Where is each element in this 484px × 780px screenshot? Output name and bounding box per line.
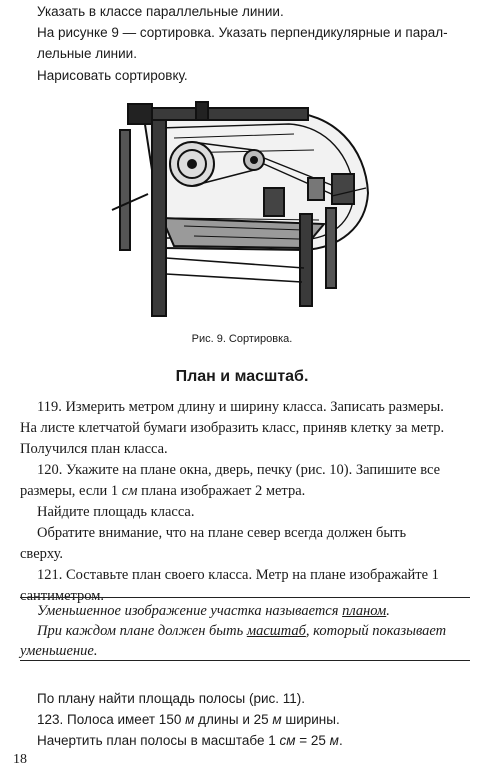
unit-text: м	[272, 712, 282, 727]
section-title: План и масштаб.	[175, 368, 309, 385]
text-run: ширины.	[281, 712, 340, 727]
text-line: Обратите внимание, что на плане север всегда должен быть	[37, 525, 407, 541]
text-run: = 25	[295, 733, 330, 748]
text-line: На рисунке 9 — сортировка. Указать перпендикулярные и парал-	[37, 25, 448, 40]
text-line	[37, 731, 343, 751]
text-line	[37, 710, 340, 730]
text-run: плана изображает 2 метра.	[137, 483, 306, 499]
text-line: сверху.	[20, 546, 64, 562]
text-line: На листе клетчатой бумаги изобразить класс, приняв клетку за метр.	[20, 420, 445, 436]
text-line	[20, 481, 305, 501]
text-run: 123. Полоса имеет 150	[37, 712, 186, 727]
definition-line: уменьшение.	[20, 643, 98, 659]
text-run: Уменьшенное изображение участка называется	[37, 603, 343, 619]
text-run: размеры, если 1	[20, 483, 122, 499]
unit-text: см	[121, 483, 138, 499]
definition-line	[37, 621, 446, 641]
text-run: Начертить план полосы в масштабе 1	[37, 733, 280, 748]
text-line: Найдите площадь класса.	[37, 504, 195, 520]
text-line: Указать в классе параллельные линии.	[37, 4, 284, 19]
text-run: При каждом плане должен быть	[37, 623, 247, 639]
text-line: Получился план класса.	[20, 441, 168, 457]
definition-line	[37, 601, 390, 621]
figure-caption: Рис. 9. Сортировка.	[191, 333, 293, 345]
text-line: лельные линии.	[37, 46, 137, 61]
unit-text: м	[329, 733, 339, 748]
text-line: 120. Укажите на плане окна, дверь, печку (рис. 10). Запишите все	[37, 462, 441, 478]
term-plan: планом	[342, 603, 387, 619]
text-line: Нарисовать сортировку.	[37, 68, 188, 83]
page-number: 18	[13, 752, 27, 767]
text-line: 121. Составьте план своего класса. Метр на плане изображайте 1	[37, 567, 439, 583]
text-run: .	[386, 603, 390, 619]
term-scale: масштаб	[246, 623, 306, 639]
text-run: .	[338, 733, 343, 748]
text-run: , который показывает	[305, 623, 447, 639]
text-line: 119. Измерить метром длину и ширину класса. Записать размеры.	[37, 399, 444, 415]
unit-text: см	[279, 733, 296, 748]
text-line: сантиметром.	[20, 588, 105, 604]
text-line: По плану найти площадь полосы (рис. 11).	[37, 691, 306, 706]
sorting-machine-illustration	[104, 98, 384, 326]
text-run: длины и 25	[194, 712, 273, 727]
unit-text: м	[185, 712, 195, 727]
